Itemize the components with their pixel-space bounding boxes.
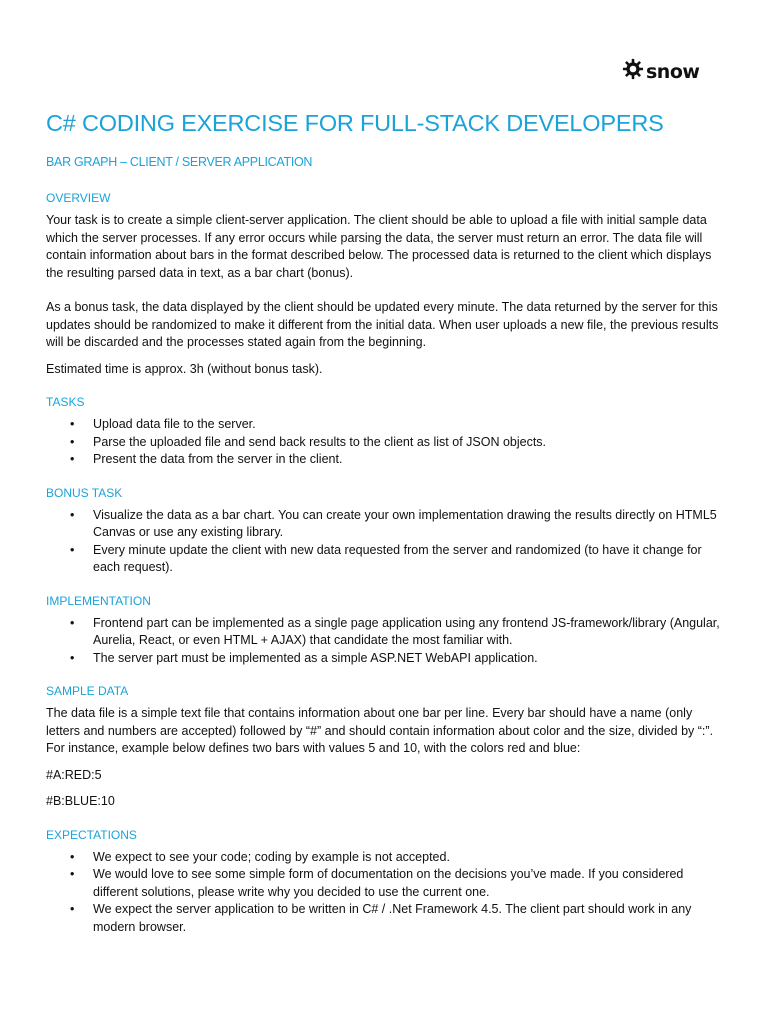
list-item: [46, 542, 726, 577]
list-item-text: Every minute update the client with new data requested from the server and randomized (to have it change for each request).: [93, 542, 702, 574]
list-item: [46, 866, 726, 901]
list-item-text: Parse the uploaded file and send back results to the client as list of JSON objects.: [93, 434, 547, 449]
bullet-icon: •: [70, 650, 75, 665]
bullet-icon: •: [70, 849, 75, 864]
page-title: C# CODING EXERCISE FOR FULL-STACK DEVELOPERS: [46, 110, 664, 136]
company-logo: [622, 58, 699, 85]
sample-line: #A:RED:5: [46, 767, 102, 782]
list-item-text: Frontend part can be implemented as a single page application using any frontend JS-framework/library (Angular, Aurelia, React, or even HTML + AJAX) that candidate the most familiar with.: [93, 615, 720, 647]
list-item: [46, 507, 726, 542]
section-implementation: [46, 593, 726, 668]
sample-line: #B:BLUE:10: [46, 794, 115, 808]
bullet-icon: •: [70, 452, 75, 466]
overview-paragraph: Estimated time is approx. 3h (without bonus task).: [46, 361, 323, 376]
section-expectations: [46, 827, 726, 937]
section-heading-tasks: TASKS: [46, 395, 85, 409]
list-item-text: Visualize the data as a bar chart. You can create your own implementation drawing the results directly on HTML5 Canvas or use any existing library.: [93, 507, 717, 539]
bullet-icon: •: [70, 507, 75, 522]
tasks-list: [46, 416, 726, 469]
list-item: [46, 416, 726, 434]
section-tasks: [46, 394, 726, 469]
list-item: [46, 434, 726, 452]
sample-paragraph: The data file is a simple text file that contains information about one bar per line. Every bar should have a name (only letters and numbers are accepted) followed by “#” and should contain information about color and the size, divided by “:”. For instance, example below defines two bars with values 5 and 10, with the colors red and blue:: [46, 706, 714, 755]
gear-icon: [622, 58, 644, 85]
overview-paragraph: As a bonus task, the data displayed by the client should be updated every minute. The data returned by the server for this updates should be randomized to make it different from the initial data. When user uploads a new file, the previous results will be discarded and the processes stated again from the beginning.: [46, 300, 719, 349]
bullet-icon: •: [70, 542, 75, 557]
section-heading-overview: OVERVIEW: [46, 191, 111, 205]
list-item-text: Present the data from the server in the client.: [93, 452, 343, 466]
bullet-icon: •: [70, 434, 75, 449]
section-bonus-task: [46, 485, 726, 577]
list-item: [46, 650, 726, 668]
logo-wordmark: snow: [646, 60, 700, 83]
bullet-icon: •: [70, 902, 75, 916]
section-heading-sample-data: SAMPLE DATA: [46, 684, 129, 698]
bonus-list: [46, 507, 726, 577]
list-item: [46, 451, 726, 469]
list-item: [46, 615, 726, 650]
section-sample-data: [46, 683, 726, 811]
section-overview: [46, 190, 726, 378]
implementation-list: [46, 615, 726, 668]
list-item-text: We would love to see some simple form of documentation on the decisions you’ve made. If you considered different solutions, please write why you decided to use the current one.: [93, 867, 684, 899]
section-heading-bonus-task: BONUS TASK: [46, 485, 123, 500]
page-subtitle: BAR GRAPH – CLIENT / SERVER APPLICATION: [46, 155, 313, 169]
list-item: [46, 901, 726, 936]
section-heading-expectations: EXPECTATIONS: [46, 827, 137, 842]
list-item-text: The server part must be implemented as a simple ASP.NET WebAPI application.: [93, 650, 538, 665]
bullet-icon: •: [70, 867, 75, 881]
list-item-text: Upload data file to the server.: [93, 417, 256, 431]
list-item-text: We expect to see your code; coding by example is not accepted.: [93, 849, 450, 864]
overview-paragraph: Your task is to create a simple client-server application. The client should be able to upload a file with initial sample data which the server processes. If any error occurs while parsing the data, the server must return an error. The data file will contain information about bars in the format described below. The processed data is returned to the client which displays the resulting parsed data in text, as a bar chart (bonus).: [46, 213, 712, 280]
list-item: [46, 849, 726, 867]
bullet-icon: •: [70, 615, 75, 630]
section-heading-implementation: IMPLEMENTATION: [46, 593, 151, 608]
bullet-icon: •: [70, 417, 75, 431]
list-item-text: We expect the server application to be written in C# / .Net Framework 4.5. The client part should work in any modern browser.: [93, 902, 692, 934]
expectations-list: [46, 849, 726, 937]
document-body: [46, 108, 726, 936]
